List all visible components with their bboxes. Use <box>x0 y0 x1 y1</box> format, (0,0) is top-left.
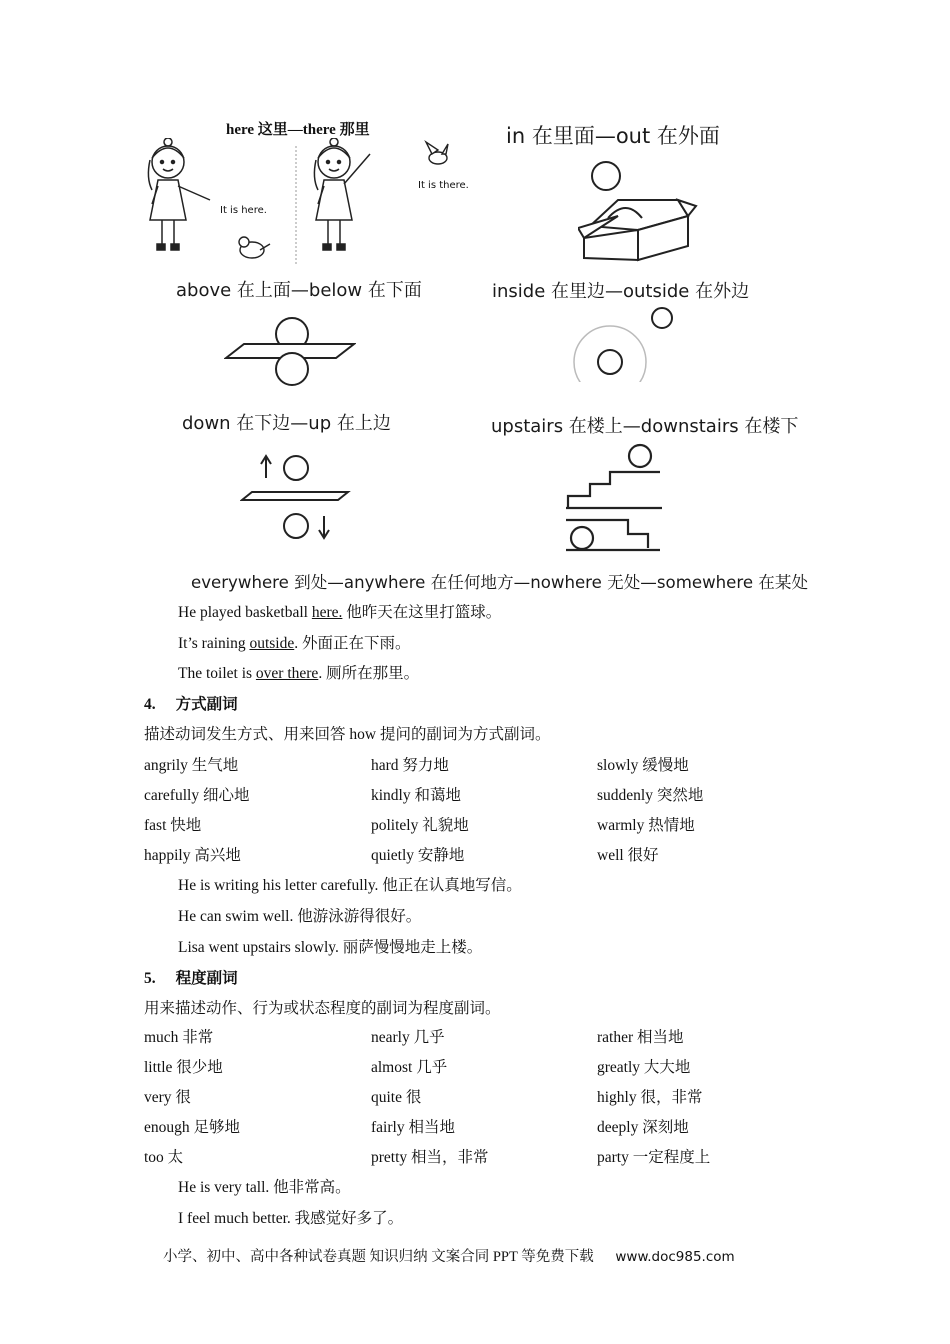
word-cell: greatly 大大地 <box>597 1059 691 1076</box>
example-translation: 他昨天在这里打篮球。 <box>342 604 502 621</box>
label-here: It is here. <box>220 205 267 216</box>
word-cell: slowly 缓慢地 <box>597 757 689 774</box>
plane-balls-diagram <box>224 314 356 388</box>
place-example-1 <box>178 600 501 622</box>
word-cell: deeply 深刻地 <box>597 1119 689 1136</box>
section-4-example-2: He can swim well. 他游泳游得很好。 <box>178 908 422 925</box>
word-cell: angrily 生气地 <box>144 757 239 774</box>
section-4-description: 描述动词发生方式、用来回答 how 提问的副词为方式副词。 <box>144 726 551 743</box>
example-text: The toilet is <box>178 665 256 682</box>
example-keyword: over there <box>255 665 319 682</box>
section-number: 5. <box>144 970 156 987</box>
word-cell: well 很好 <box>597 847 659 864</box>
diagram-title-down-up: down 在下边—up 在上边 <box>182 413 391 434</box>
place-example-3 <box>178 661 419 683</box>
example-keyword: outside <box>249 635 295 652</box>
word-cell: much 非常 <box>144 1029 214 1046</box>
diagram-title: here 这里—there 那里 <box>226 122 370 138</box>
section-title: 程度副词 <box>175 970 238 987</box>
example-translation: . 外面正在下雨。 <box>294 635 411 652</box>
example-translation: . 厕所在那里。 <box>318 665 420 682</box>
example-text: It’s raining <box>178 635 250 652</box>
diagram-title-upstairs: upstairs 在楼上—downstairs 在楼下 <box>491 416 799 437</box>
box-ball-diagram <box>578 158 698 264</box>
section-5-description: 用来描述动作、行为或状态程度的副词为程度副词。 <box>144 1000 501 1017</box>
word-cell: highly 很，非常 <box>597 1089 703 1106</box>
word-cell: almost 几乎 <box>371 1059 448 1076</box>
section-title: 方式副词 <box>175 696 238 713</box>
word-cell: very 很 <box>144 1089 191 1106</box>
footer-url[interactable]: www.doc985.com <box>615 1249 735 1265</box>
word-cell: enough 足够地 <box>144 1119 241 1136</box>
word-cell: kindly 和蔼地 <box>371 787 461 804</box>
word-cell: politely 礼貌地 <box>371 817 469 834</box>
word-cell: suddenly 突然地 <box>597 787 704 804</box>
word-cell: carefully 细心地 <box>144 787 250 804</box>
word-cell: hard 努力地 <box>371 757 449 774</box>
word-cell: too 太 <box>144 1149 184 1166</box>
circle-ball-diagram <box>566 304 678 382</box>
word-cell: happily 高兴地 <box>144 847 241 864</box>
section-4-heading <box>144 692 238 714</box>
word-cell: fairly 相当地 <box>371 1119 455 1136</box>
diagram-title-in-out: in 在里面—out 在外面 <box>506 124 720 148</box>
word-cell: nearly 几乎 <box>371 1029 445 1046</box>
example-keyword: here. <box>311 604 343 621</box>
place-example-2 <box>178 631 411 653</box>
word-cell: warmly 热情地 <box>597 817 695 834</box>
diagram-here-there <box>140 112 470 272</box>
example-text: He played basketball <box>178 604 312 621</box>
section-4-example-3: Lisa went upstairs slowly. 丽萨慢慢地走上楼。 <box>178 939 483 956</box>
word-cell: party 一定程度上 <box>597 1149 711 1166</box>
section-5-example-2: I feel much better. 我感觉好多了。 <box>178 1210 404 1227</box>
stairs-diagram <box>564 440 664 554</box>
footer <box>163 1245 735 1266</box>
word-cell: quietly 安静地 <box>371 847 465 864</box>
footer-text: 小学、初中、高中各种试卷真题 知识归纳 文案合同 PPT 等免费下载 <box>163 1249 594 1265</box>
section-5-heading <box>144 966 238 988</box>
diagram-title-above-below: above 在上面—below 在下面 <box>176 280 422 301</box>
label-there: It is there. <box>418 180 469 191</box>
girl-bird-illustration <box>140 138 470 272</box>
word-cell: fast 快地 <box>144 817 202 834</box>
diagram-title-inside-outside: inside 在里边—outside 在外边 <box>492 281 750 302</box>
word-cell: pretty 相当，非常 <box>371 1149 489 1166</box>
diagram-title-everywhere: everywhere 到处—anywhere 在任何地方—nowhere 无处—somewhere 在某处 <box>191 573 809 592</box>
section-5-example-1: He is very tall. 他非常高。 <box>178 1179 351 1196</box>
word-cell: rather 相当地 <box>597 1029 684 1046</box>
word-cell: little 很少地 <box>144 1059 223 1076</box>
word-cell: quite 很 <box>371 1089 422 1106</box>
section-number: 4. <box>144 696 156 713</box>
up-down-arrows-diagram <box>240 450 352 546</box>
section-4-example-1: He is writing his letter carefully. 他正在认真地写信。 <box>178 877 522 894</box>
